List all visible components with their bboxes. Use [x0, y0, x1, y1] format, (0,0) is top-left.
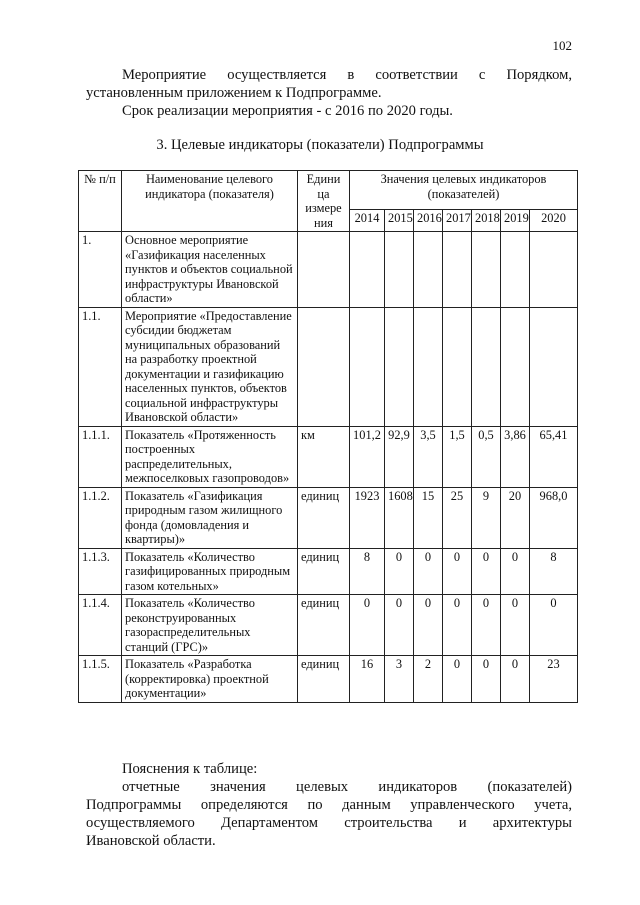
table-row — [79, 426, 578, 487]
row-value — [414, 232, 443, 308]
table-row — [79, 595, 578, 656]
row-value: 9 — [472, 487, 501, 548]
notes-line-1: отчетные значения целевых индикаторов (показателей) — [122, 779, 572, 795]
row-value: 0 — [385, 548, 414, 595]
row-value: 0 — [472, 548, 501, 595]
row-value: 92,9 — [385, 426, 414, 487]
row-unit: единиц — [298, 656, 350, 703]
row-value: 0 — [530, 595, 578, 656]
row-value: 15 — [414, 487, 443, 548]
table-row — [79, 656, 578, 703]
row-value: 0 — [472, 595, 501, 656]
intro-paragraph-2: Срок реализации мероприятия - с 2016 по 2020 годы. — [122, 103, 453, 119]
page-number: 102 — [552, 38, 572, 53]
row-value: 0 — [443, 656, 472, 703]
row-value: 1923 — [350, 487, 385, 548]
table-row — [79, 307, 578, 426]
header-num: № п/п — [79, 171, 122, 232]
row-name: Показатель «Количество газифицированных природным газом котельных» — [122, 548, 298, 595]
header-name: Наименование целевого индикатора (показателя) — [122, 171, 298, 232]
notes-line-2: Подпрограммы определяются по данным управленческого учета, — [86, 797, 572, 813]
row-value: 8 — [530, 548, 578, 595]
row-value: 0 — [501, 656, 530, 703]
header-year: 2015 — [385, 210, 414, 232]
notes-line-4: Ивановской области. — [86, 833, 216, 849]
row-number: 1.1.4. — [79, 595, 122, 656]
row-value: 0 — [350, 595, 385, 656]
notes-line-3: осуществляемого Департаментом строительства и архитектуры — [86, 815, 572, 831]
row-value — [350, 232, 385, 308]
header-unit: Едини ца измере ния — [298, 171, 350, 232]
row-unit: единиц — [298, 548, 350, 595]
row-value — [350, 307, 385, 426]
row-value — [385, 232, 414, 308]
section-title: 3. Целевые индикаторы (показатели) Подпрограммы — [156, 137, 484, 153]
row-value — [501, 232, 530, 308]
row-value: 0 — [501, 548, 530, 595]
row-number: 1.1.1. — [79, 426, 122, 487]
row-number: 1.1.3. — [79, 548, 122, 595]
header-year: 2017 — [443, 210, 472, 232]
header-year: 2019 — [501, 210, 530, 232]
row-value — [530, 232, 578, 308]
row-unit: единиц — [298, 487, 350, 548]
row-value: 0,5 — [472, 426, 501, 487]
row-unit — [298, 232, 350, 308]
indicators-table — [78, 170, 578, 703]
row-unit — [298, 307, 350, 426]
row-value: 25 — [443, 487, 472, 548]
row-value — [443, 232, 472, 308]
row-value: 0 — [443, 548, 472, 595]
row-value: 3,5 — [414, 426, 443, 487]
row-name: Показатель «Разработка (корректировка) проектной документации» — [122, 656, 298, 703]
row-name: Показатель «Количество реконструированных газораспределительных станций (ГРС)» — [122, 595, 298, 656]
table-body — [79, 232, 578, 703]
row-name: Основное мероприятие «Газификация населенных пунктов и объектов социальной инфраструктуры Ивановской области» — [122, 232, 298, 308]
row-value — [501, 307, 530, 426]
row-value: 0 — [472, 656, 501, 703]
row-value: 1,5 — [443, 426, 472, 487]
row-number: 1.1. — [79, 307, 122, 426]
row-value: 20 — [501, 487, 530, 548]
header-year: 2020 — [530, 210, 578, 232]
row-value: 16 — [350, 656, 385, 703]
row-value: 0 — [414, 548, 443, 595]
row-value: 0 — [385, 595, 414, 656]
intro-paragraph-1-cont: установленным приложением к Подпрограмме. — [86, 85, 382, 101]
row-value: 0 — [443, 595, 472, 656]
header-year: 2018 — [472, 210, 501, 232]
row-name: Показатель «Газификация природным газом жилищного фонда (домовладения и квартиры)» — [122, 487, 298, 548]
row-value: 8 — [350, 548, 385, 595]
intro-paragraph-1: Мероприятие осуществляется в соответствии с Порядком, — [122, 67, 572, 83]
row-value — [443, 307, 472, 426]
row-value — [385, 307, 414, 426]
row-value: 3,86 — [501, 426, 530, 487]
table-row — [79, 548, 578, 595]
row-unit: км — [298, 426, 350, 487]
row-name: Показатель «Протяженность построенных распределительных, межпоселковых газопроводов» — [122, 426, 298, 487]
row-value: 2 — [414, 656, 443, 703]
header-year: 2014 — [350, 210, 385, 232]
row-value: 0 — [501, 595, 530, 656]
row-value: 1608 — [385, 487, 414, 548]
row-value: 3 — [385, 656, 414, 703]
header-year: 2016 — [414, 210, 443, 232]
row-unit: единиц — [298, 595, 350, 656]
row-value: 23 — [530, 656, 578, 703]
table-row — [79, 232, 578, 308]
row-number: 1.1.5. — [79, 656, 122, 703]
row-value: 968,0 — [530, 487, 578, 548]
notes-title: Пояснения к таблице: — [122, 761, 258, 777]
row-value — [530, 307, 578, 426]
row-name: Мероприятие «Предоставление субсидии бюджетам муниципальных образований на разработку проектной документации и газификацию населенных пунктов, объектов социальной инфраструктуры Ивановской области» — [122, 307, 298, 426]
row-value: 101,2 — [350, 426, 385, 487]
row-number: 1. — [79, 232, 122, 308]
header-values: Значения целевых индикаторов (показателей) — [350, 171, 578, 210]
row-value: 0 — [414, 595, 443, 656]
row-value — [472, 307, 501, 426]
row-value — [414, 307, 443, 426]
row-value: 65,41 — [530, 426, 578, 487]
table-header — [79, 171, 578, 232]
row-value — [472, 232, 501, 308]
table-row — [79, 487, 578, 548]
row-number: 1.1.2. — [79, 487, 122, 548]
